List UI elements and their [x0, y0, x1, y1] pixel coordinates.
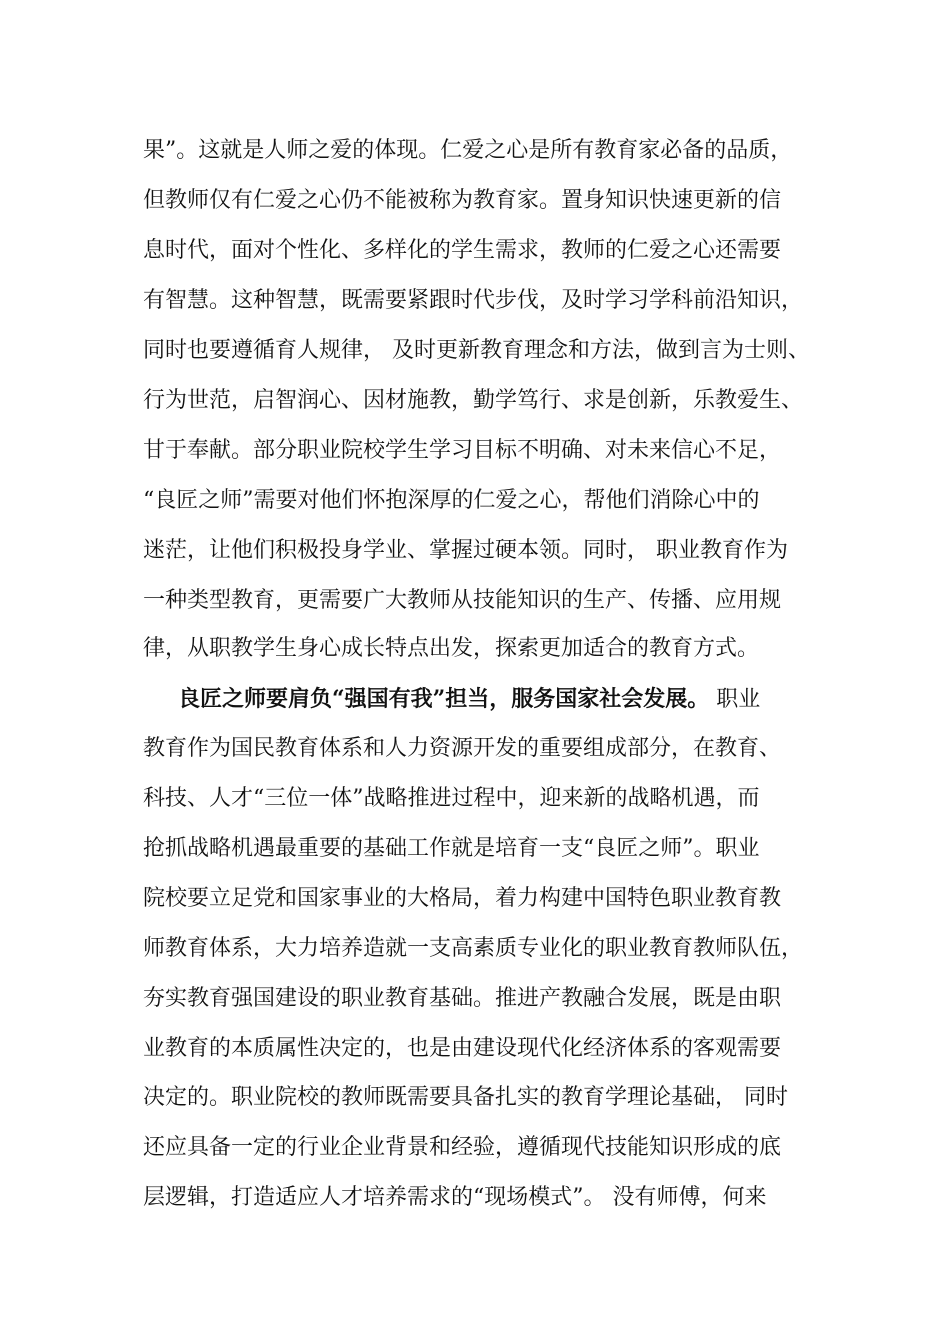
text-line: 息时代，面对个性化、多样化的学生需求，教师的仁爱之心还需要	[143, 238, 782, 263]
text-line: 有智慧。这种智慧，既需要紧跟时代步伐，及时学习学科前沿知识，	[143, 288, 804, 313]
paragraph-heading-tail: 职业	[709, 687, 761, 712]
text-line: 还应具备一定的行业企业背景和经验，遵循现代技能知识形成的底	[143, 1135, 782, 1160]
text-line: 抢抓战略机遇最重要的基础工作就是培育一支“良匠之师”。职业	[143, 836, 760, 861]
text-line: 决定的。职业院校的教师既需要具备扎实的教育学理论基础， 同时	[143, 1085, 788, 1110]
text-line: 甘于奉献。部分职业院校学生学习目标不明确、对未来信心不足，	[143, 438, 782, 463]
text-line: 果”。这就是人师之爱的体现。仁爱之心是所有教育家必备的品质，	[143, 138, 793, 163]
text-line: “良匠之师”需要对他们怀抱深厚的仁爱之心，帮他们消除心中的	[143, 488, 760, 513]
text-line: 科技、人才“三位一体”战略推进过程中，迎来新的战略机遇，而	[143, 786, 760, 811]
text-line: 迷茫，让他们积极投身学业、掌握过硬本领。同时， 职业教育作为	[143, 538, 788, 563]
paragraph-heading-line	[178, 679, 823, 719]
paragraph-heading: 良匠之师要肩负“强国有我”担当，服务国家社会发展。	[178, 686, 710, 712]
text-line: 层逻辑，打造适应人才培养需求的“现场模式”。 没有师傅，何来	[143, 1185, 767, 1210]
text-line: 师教育体系，大力培养造就一支高素质专业化的职业教育教师队伍，	[143, 936, 804, 961]
text-line: 同时也要遵循育人规律， 及时更新教育理念和方法，做到言为士则、	[143, 338, 810, 363]
text-line: 教育作为国民教育体系和人力资源开发的重要组成部分，在教育、	[143, 736, 782, 761]
text-line: 夯实教育强国建设的职业教育基础。推进产教融合发展，既是由职	[143, 986, 782, 1011]
text-line: 行为世范，启智润心、因材施教，勤学笃行、求是创新，乐教爱生、	[143, 388, 804, 413]
text-line: 院校要立足党和国家事业的大格局，着力构建中国特色职业教育教	[143, 886, 782, 911]
text-line: 业教育的本质属性决定的，也是由建设现代化经济体系的客观需要	[143, 1036, 782, 1061]
text-line: 律，从职教学生身心成长特点出发，探索更加适合的教育方式。	[143, 636, 760, 661]
text-line: 一种类型教育，更需要广大教师从技能知识的生产、传播、应用规	[143, 588, 782, 613]
text-line: 但教师仅有仁爱之心仍不能被称为教育家。置身知识快速更新的信	[143, 188, 782, 213]
